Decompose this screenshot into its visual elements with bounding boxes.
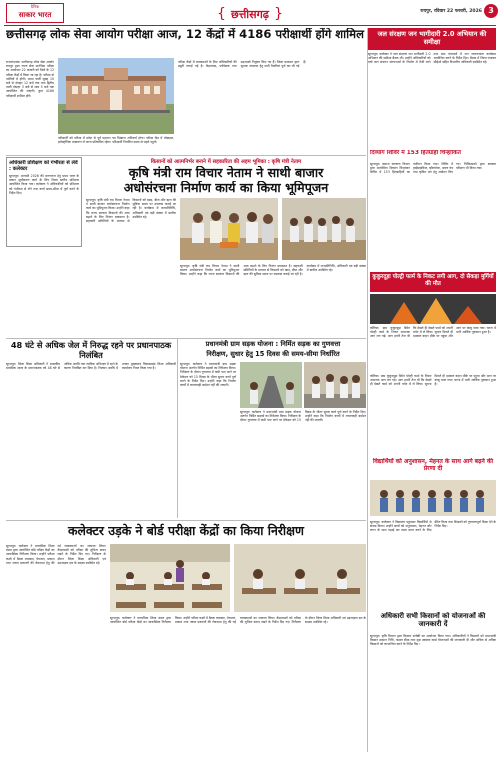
date-line: रायपुर, रविवार 22 फरवरी, 2026	[420, 9, 482, 14]
road-kicker: प्रधानमंत्री ग्राम सड़क योजना : निर्मित सड़क का गुणवत्ता	[205, 340, 341, 348]
lead-body-1: राजनांदगांव। छत्तीसगढ़ लोक सेवा आयोग रायपुर द्वारा राज्य सेवा प्रारंभिक परीक्षा का आयोजन 22 फरवरी को जिले के 12 परीक्षा केंद्रों में किया जा रहा है। परीक्षा दो पालियों में होगी। प्रथम पाली सुबह 10 बजे से दोपहर 12 बजे तक तथा द्वितीय पाली दोपहर 3 बजे से शाम 5 बजे तक आयोजित की जाएगी। कुल 4186 परीक्षार्थी शामिल होंगे।	[6, 60, 54, 98]
exam-photo-1	[110, 544, 230, 612]
crowd-event-image	[282, 198, 366, 260]
hours-body: सूरजपुर। जिला शिक्षा अधिकारी ने शासकीय प्राथमिक शाला के प्रधानपाठक को 48 घंटे से अधिक अवधि तक न्यायिक अभिरक्षा में रहने के कारण निलंबित कर दिया है। निलंबन अवधि में उनका मुख्यालय विकासखंड शिक्षा अधिकारी कार्यालय नियत किया गया है।	[6, 362, 176, 371]
row-rule-2	[6, 338, 366, 339]
exam-headline: कलेक्टर उड़के ने बोर्ड परीक्षा केंद्रों का किया निरीक्षण	[68, 523, 304, 538]
main-photo-2	[282, 198, 366, 260]
right-top-body: सूरजपुर। कलेक्टर ने जल संरक्षण जन भागीदारी 2.0 अभियान की समीक्षा बैठक ली। उन्होंने अधिकारियों को वर्षा जल संचयन संरचनाओं के निर्माण में तेजी लाने तथा ग्राम पंचायतों में जन जागरूकता कार्यक्रम आयोजित करने के निर्देश दिए। बैठक में जिला पंचायत सीईओ सहित विभागीय अधिकारी उपस्थित रहे।	[368, 52, 496, 65]
logo	[6, 3, 64, 23]
college-building-image	[58, 58, 174, 134]
right-mid-headline: दिव्यांग शिविर में 153 हितग्राही चिन्हांकित	[370, 150, 461, 156]
road-photo-2	[304, 362, 366, 408]
officer-box	[6, 157, 82, 247]
exam-hall-image	[110, 544, 230, 612]
right-lower-body: कोरिया। ग्राम कुकुरदूड़ा स्थित पोल्ट्री फार्म के निकट अचानक आग लग गई। आग इतनी तेज थी कि देखते ही देखते फार्म को अपनी चपेट में ले लिया। सूचना मिलते ही दमकल वाहन मौके पर पहुंचा और आग पर काबू पाया गया। घटना में भारी आर्थिक नुकसान हुआ है।	[370, 374, 496, 387]
student-headline: विद्यार्थियों को अनुशासन, मेहनत के साथ आगे बढ़ने की प्रेरणा दी	[372, 458, 494, 473]
fire-scene-image	[370, 294, 496, 324]
students-classroom-image	[370, 480, 496, 516]
farmer-body: सूरजपुर। कृषि विभाग द्वारा किसान संगोष्ठी का आयोजन किया गया। अधिकारियों ने किसानों को प्रधानमंत्री किसान सम्मान निधि, फसल बीमा तथा मृदा स्वास्थ्य कार्ड योजनाओं की जानकारी दी और अधिक से अधिक किसानों को लाभान्वित करने के निर्देश दिए।	[370, 634, 496, 647]
masthead	[0, 0, 500, 26]
right-top-box	[368, 28, 496, 146]
road-body-right: सूरजपुर। कलेक्टर ने प्रधानमंत्री ग्राम सड़क योजना अंतर्गत निर्मित सड़कों का निरीक्षण किया। निरीक्षण के दौरान गुणवत्ता में कमी पाए जाने पर ठेकेदार को 15 दिवस के भीतर सुधार कार्य पूर्ण करने के निर्देश दिए। उन्होंने कहा कि निर्माण कार्यों में लापरवाही बर्दाश्त नहीं की जाएगी।	[240, 410, 366, 423]
bhumipujan-ceremony-image	[180, 198, 278, 260]
main-body-right: सूरजपुर। कृषि मंत्री राम विचार नेताम ने साथी बाजार अधोसंरचना निर्माण कार्य का भूमिपूजन किया। उन्होंने कहा कि राज्य सरकार किसानों की आय बढ़ाने के लिए निरंतर प्रयासरत है। सहकारी समितियों के माध्यम से किसानों को खाद, बीज और ऋण की सुविधा समय पर उपलब्ध कराई जा रही है। कार्यक्रम में जनप्रतिनिधि, अधिकारी एवं बड़ी संख्या में ग्रामीण उपस्थित रहे।	[180, 264, 366, 277]
page-number	[484, 4, 498, 18]
exam-photo-2	[234, 544, 366, 612]
fire-body: कोरिया। ग्राम कुकुरदूड़ा स्थित पोल्ट्री फार्म के निकट अचानक आग लग गई। आग इतनी तेज थी कि देखते ही देखते फार्म को अपनी चपेट में ले लिया। सूचना मिलते ही दमकल वाहन मौके पर पहुंचा और आग पर काबू पाया गया। घटना में भारी आर्थिक नुकसान हुआ है।	[370, 326, 496, 339]
right-top-headline: जल संरक्षण जन भागीदारी 2.0 अभियान की समीक्षा	[368, 28, 496, 50]
exam-body-left: सूरजपुर। कलेक्टर ने माध्यमिक शिक्षा मंडल द्वारा आयोजित बोर्ड परीक्षा केंद्रों का आकस्मिक निरीक्षण किया। उन्होंने परीक्षा कक्षों में बैठक व्यवस्था, पेयजल, प्रकाश तथा नकल प्रकरणों की रोकथाम हेतु की गई व्यवस्थाओं का जायजा लिया। केंद्राध्यक्षों को परीक्षा की शुचिता बनाए रखने के निर्देश दिए गए। निरीक्षण के दौरान जिला शिक्षा अधिकारी एवं उड़नदस्ता दल के सदस्य उपस्थित रहे।	[6, 544, 106, 565]
main-body-left: सूरजपुर। कृषि मंत्री राम विचार नेताम ने साथी बाजार अधोसंरचना निर्माण कार्य का भूमिपूजन किया। उन्होंने कहा कि राज्य सरकार किसानों की आय बढ़ाने के लिए निरंतर प्रयासरत है। सहकारी समितियों के माध्यम से किसानों को खाद, बीज और ऋण की सुविधा समय पर उपलब्ध कराई जा रही है। कार्यक्रम में जनप्रतिनिधि, अधिकारी एवं बड़ी संख्या में ग्रामीण उपस्थित रहे।	[86, 198, 176, 224]
main-headline-1: कृषि मंत्री राम विचार नेताम ने साथी बाजार	[128, 166, 324, 180]
lead-photo	[58, 58, 174, 134]
masthead-rule	[4, 25, 496, 26]
row-rule-1	[6, 155, 366, 156]
officer-headline: अधिकारी प्रशिक्षण को गंभीरता से लेवें : कलेक्टर	[9, 160, 78, 172]
road-body-left: सूरजपुर। कलेक्टर ने प्रधानमंत्री ग्राम सड़क योजना अंतर्गत निर्मित सड़कों का निरीक्षण किया। निरीक्षण के दौरान गुणवत्ता में कमी पाए जाने पर ठेकेदार को 15 दिवस के भीतर सुधार कार्य पूर्ण करने के निर्देश दिए। उन्होंने कहा कि निर्माण कार्यों में लापरवाही बर्दाश्त नहीं की जाएगी।	[180, 362, 236, 388]
logo-name: साकार भारत	[18, 11, 52, 19]
section-brace-left: {	[216, 6, 226, 22]
student-photo	[370, 480, 496, 516]
section-label: छत्तीसगढ़	[231, 8, 269, 21]
road-kicker-2: निरीक्षण, सुधार हेतु 15 दिवस की समय-सीमा निर्धारित	[206, 350, 340, 358]
fire-headline: कुकुरदूड़ा पोल्ट्री फार्म के निकट लगी आग, दो सैकड़ा मुर्गियों की मौत	[370, 272, 496, 292]
column-rule-1	[367, 28, 368, 752]
exam-rule	[6, 520, 366, 521]
column-rule-2	[177, 338, 178, 518]
lead-body-2: परीक्षार्थी को परीक्षा में प्रवेश से पूर्व पहचान पत्र दिखाना अनिवार्य होगा। परीक्षा केंद्र में मोबाइल, इलेक्ट्रॉनिक उपकरण ले जाना प्रतिबंधित रहेगा। परीक्षार्थी निर्धारित समय से पहले पहुंचें।	[58, 136, 174, 145]
main-photo-1	[180, 198, 278, 260]
farmer-headline: अधिकारी सभी किसानों को योजनाओं की जानकारी दें	[380, 612, 486, 629]
fire-story	[370, 272, 496, 372]
lead-body-3: परीक्षा केंद्रों में व्यवस्थाओं के लिए अधिकारियों की ड्यूटी लगाई गई है। केंद्राध्यक्ष, पर्यवेक्षक तथा उड़नदस्ते नियुक्त किए गए हैं। जिला प्रशासन द्वारा सुचारू संचालन हेतु सभी तैयारियां पूर्ण कर ली गई हैं।	[178, 60, 307, 69]
page-number-value: 3	[488, 6, 494, 15]
main-headline-2: अधोसंरचना निर्माण कार्य का किया भूमिपूजन	[123, 181, 329, 195]
farmer-intro: सूरजपुर। कलेक्टर ने विद्यालय पहुंचकर विद्यार्थियों से संवाद किया। उन्होंने छात्रों को अनुशासन, मेहनत और लगन के साथ पढ़ाई कर लक्ष्य प्राप्त करने के लिए प्रेरित किया तथा शिक्षकों को गुणवत्तापूर्ण शिक्षा देने के निर्देश दिए।	[370, 520, 496, 533]
main-kicker: किसानों को आत्मनिर्भर बनाने में सहकारिता की अहम भूमिका : कृषि मंत्री नेताम	[150, 159, 302, 165]
exam-students-image	[234, 544, 366, 612]
officer-body: सूरजपुर। आगामी 2026 की जनगणना हेतु प्रथम चरण के मकान सूचीकरण कार्य के लिए जिला स्तरीय प्रशिक्षण आयोजित किया गया। कलेक्टर ने अधिकारियों को प्रशिक्षण को गंभीरता से लेने तथा कार्य समय-सीमा में पूर्ण करने के निर्देश दिए।	[9, 174, 79, 195]
exam-body-right: सूरजपुर। कलेक्टर ने माध्यमिक शिक्षा मंडल द्वारा आयोजित बोर्ड परीक्षा केंद्रों का आकस्मिक निरीक्षण किया। उन्होंने परीक्षा कक्षों में बैठक व्यवस्था, पेयजल, प्रकाश तथा नकल प्रकरणों की रोकथाम हेतु की गई व्यवस्थाओं का जायजा लिया। केंद्राध्यक्षों को परीक्षा की शुचिता बनाए रखने के निर्देश दिए गए। निरीक्षण के दौरान जिला शिक्षा अधिकारी एवं उड़नदस्ता दल के सदस्य उपस्थित रहे।	[110, 616, 366, 625]
road-inspection-image	[240, 362, 302, 408]
lead-headline: छत्तीसगढ़ लोक सेवा आयोग परीक्षा आज, 12 केंद्रों में 4186 परीक्षार्थी होंगे शामिल	[6, 28, 364, 41]
section-title	[195, 3, 305, 21]
officials-group-image	[304, 362, 366, 408]
fire-photo	[370, 294, 496, 324]
road-photo-1	[240, 362, 302, 408]
logo-small-text: दैनिक	[30, 4, 40, 9]
right-mid-body: सूरजपुर। समाज कल्याण विभाग द्वारा आयोजित दिव्यांग चिन्हांकन शिविर में 153 हितग्राहियों का पंजीयन किया गया। शिविर में ट्राईसाइकिल, व्हीलचेयर, श्रवण यंत्र तथा कृत्रिम अंग हेतु आवेदन लिए गए। चिकित्सकों द्वारा स्वास्थ्य परीक्षण भी किया गया।	[370, 162, 496, 175]
section-brace-right: }	[274, 6, 283, 22]
hours-headline: 48 घंटे से अधिक जेल में निरुद्ध रहने पर प्रधानपाठक निलंबित	[10, 340, 172, 360]
